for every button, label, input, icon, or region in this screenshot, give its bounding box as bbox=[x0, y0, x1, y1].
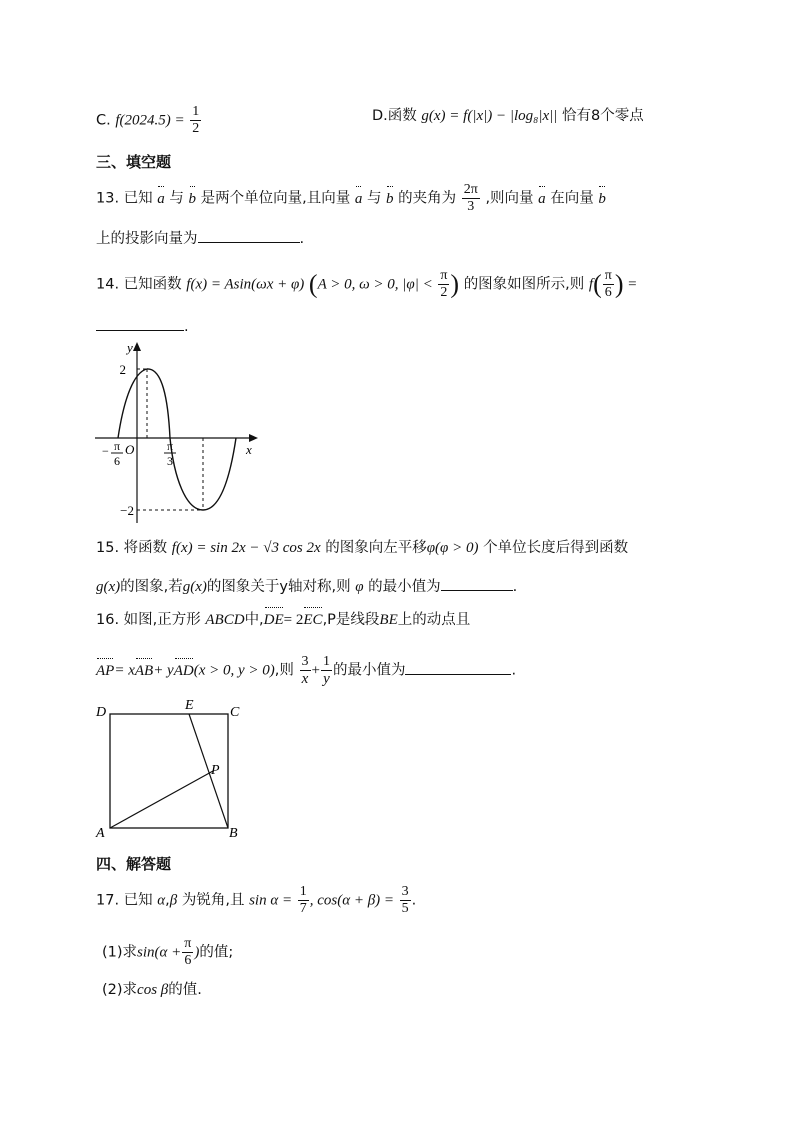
vector-a: a bbox=[354, 190, 363, 207]
q14-text: 的图象如图所示,则 bbox=[463, 276, 585, 293]
q15-phi: φ bbox=[355, 579, 364, 595]
vector-AP: AP bbox=[96, 662, 115, 679]
x-axis-label: x bbox=[246, 442, 252, 457]
q16-eq: = x bbox=[114, 662, 135, 679]
label-d: D bbox=[96, 705, 107, 720]
q13-text: 在向量 bbox=[550, 190, 594, 207]
q16-square: ABCD bbox=[205, 612, 245, 628]
q17-sin: sin α = bbox=[249, 892, 293, 909]
option-c-expr: f(2024.5) = bbox=[115, 112, 185, 129]
answer-blank bbox=[198, 228, 300, 243]
q13-text: 已知 bbox=[123, 190, 153, 207]
question-15 bbox=[96, 538, 628, 558]
vector-DE: DE bbox=[263, 612, 284, 628]
fraction-3-over-x: $\frac{3}{x}$ bbox=[301, 654, 309, 687]
q15-g: g(x) bbox=[96, 579, 121, 595]
option-d-expr: g(x) = f(|x|) − |log₈|x|| bbox=[421, 108, 558, 124]
q15-text: 的图象,若 bbox=[120, 579, 183, 595]
angle-fraction: $\frac{2\pi}{3}$ bbox=[463, 182, 478, 214]
question-number: 15. bbox=[96, 540, 120, 556]
part-label: (2)求 bbox=[102, 982, 138, 998]
paren-open: ( bbox=[593, 269, 602, 299]
y-max-label: 2 bbox=[119, 362, 126, 377]
ask-fraction: $\frac{\pi}{6}$ bbox=[604, 268, 612, 300]
part-label: (1)求 bbox=[102, 944, 138, 961]
q17-text: 为锐角,且 bbox=[181, 892, 245, 909]
q17-alpha: α bbox=[157, 892, 166, 909]
cond-fraction: $\frac{\pi}{2}$ bbox=[440, 268, 448, 300]
paren-close: ) bbox=[614, 269, 624, 299]
q16-plus: + bbox=[311, 662, 320, 679]
q17-text: 已知 bbox=[123, 892, 153, 909]
x-neg-den: 6 bbox=[114, 454, 120, 468]
question-16 bbox=[96, 610, 470, 630]
question-14 bbox=[96, 268, 637, 301]
q14-ask: f bbox=[588, 276, 594, 293]
answer-blank bbox=[405, 660, 511, 675]
q13-text: 上的投影向量为 bbox=[96, 231, 198, 247]
q13-text: 与 bbox=[366, 190, 382, 207]
q15-text: 的图象关于y轴对称,则 bbox=[206, 579, 351, 595]
y-axis-label: y bbox=[127, 340, 133, 355]
answer-blank bbox=[441, 576, 513, 591]
label-a: A bbox=[96, 826, 105, 841]
q16-text: ,则 bbox=[274, 662, 294, 679]
label-b: B bbox=[229, 826, 238, 841]
q15-g: g(x) bbox=[182, 579, 207, 595]
question-number: 17. bbox=[96, 892, 120, 909]
segment-be bbox=[189, 714, 228, 828]
question-number: 13. bbox=[96, 190, 120, 207]
q17-end: . bbox=[411, 892, 417, 909]
vector-a: a bbox=[538, 190, 546, 207]
q15-text: 的图象向左平移 bbox=[325, 540, 427, 556]
label-c: C bbox=[230, 705, 240, 720]
part1-fraction: $\frac{\pi}{6}$ bbox=[184, 936, 192, 968]
q13-text: 的夹角为 bbox=[398, 190, 457, 207]
option-c-fraction: $\frac{1}{2}$ bbox=[192, 104, 200, 136]
section-heading-fill-in: 三、填空题 bbox=[96, 153, 172, 171]
q14-condition: A > 0, ω > 0, |φ| < bbox=[317, 276, 433, 293]
q14-function: f(x) = Asin(ωx + φ) bbox=[186, 276, 305, 293]
sin-fraction: $\frac{1}{7}$ bbox=[299, 884, 307, 916]
question-14-line2 bbox=[96, 316, 189, 337]
q16-text: 上的动点且 bbox=[397, 612, 471, 628]
q17-part1-close: ) bbox=[194, 944, 200, 961]
q13-text: ,则向量 bbox=[485, 190, 534, 207]
question-17-part2 bbox=[102, 980, 202, 1000]
option-d bbox=[372, 106, 644, 126]
q16-text: ,P是线段 bbox=[322, 612, 380, 628]
square-figure bbox=[92, 696, 252, 842]
q16-text: 如图,正方形 bbox=[123, 612, 201, 628]
q13-text: 是两个单位向量,且向量 bbox=[200, 190, 351, 207]
vector-b: b bbox=[598, 190, 606, 207]
vector-AD: AD bbox=[173, 662, 194, 679]
segment-ap bbox=[110, 771, 213, 828]
vector-EC: EC bbox=[303, 612, 323, 628]
vector-b: b bbox=[386, 190, 394, 207]
q17-part2-expr: cos β bbox=[137, 982, 169, 998]
q14-eq: = bbox=[628, 276, 637, 293]
q15-text: 个单位长度后得到函数 bbox=[483, 540, 629, 556]
paren-close: ) bbox=[450, 269, 460, 299]
sine-curve bbox=[118, 369, 236, 510]
q17-part1-expr: sin(α + bbox=[137, 944, 182, 961]
x-neg-minus: − bbox=[102, 444, 109, 458]
q16-eq: = 2 bbox=[283, 612, 304, 628]
x-pos-num: π bbox=[166, 439, 174, 453]
q16-segment: BE bbox=[379, 612, 398, 628]
answer-blank bbox=[96, 316, 184, 331]
option-c-label: C. bbox=[96, 112, 111, 129]
q17-cos: , cos(α + β) = bbox=[309, 892, 395, 909]
q14-end: . bbox=[184, 319, 189, 335]
option-d-tail: 恰有8个零点 bbox=[562, 108, 644, 124]
fraction-1-over-y: $\frac{1}{y}$ bbox=[322, 654, 330, 687]
q15-phi: φ(φ > 0) bbox=[426, 540, 479, 556]
q15-text: 的最小值为 bbox=[368, 579, 441, 595]
origin-label: O bbox=[125, 442, 135, 457]
q16-text: 的最小值为 bbox=[332, 662, 406, 679]
cos-fraction: $\frac{3}{5}$ bbox=[401, 884, 409, 916]
question-13-line2: 上的投影向量为 . bbox=[96, 228, 304, 249]
vector-AB: AB bbox=[134, 662, 154, 679]
label-e: E bbox=[185, 698, 194, 713]
question-16-line2: AP= xAB+ yAD(x > 0, y > 0),则 $\frac{3}{x}$ + $\frac{1}{y}$ 的最小值为 . bbox=[96, 654, 517, 687]
x-axis-arrow bbox=[249, 434, 258, 442]
option-c bbox=[96, 104, 202, 137]
q15-function: f(x) = sin 2x − √3 cos 2x bbox=[171, 540, 321, 556]
question-number: 14. bbox=[96, 276, 120, 293]
q16-condition: (x > 0, y > 0) bbox=[193, 662, 275, 679]
q17-comma: , bbox=[165, 892, 170, 909]
q14-text: 已知函数 bbox=[123, 276, 182, 293]
vector-b: b bbox=[188, 190, 196, 207]
x-pos-den: 3 bbox=[167, 454, 173, 468]
x-neg-num: π bbox=[113, 439, 121, 453]
question-17 bbox=[96, 884, 416, 917]
q17-part1-tail: 的值; bbox=[199, 944, 234, 961]
q13-text: 与 bbox=[169, 190, 184, 207]
paren-open: ( bbox=[308, 269, 318, 299]
q17-beta: β bbox=[169, 892, 178, 909]
y-axis-arrow bbox=[133, 342, 141, 351]
q15-text: 将函数 bbox=[123, 540, 168, 556]
question-15-line2: g(x)的图象,若g(x)的图象关于y轴对称,则 φ 的最小值为 . bbox=[96, 576, 517, 597]
section-heading-solutions: 四、解答题 bbox=[96, 855, 172, 873]
question-17-part1 bbox=[102, 936, 233, 969]
y-min-label: −2 bbox=[120, 503, 134, 518]
q17-part2-tail: 的值. bbox=[168, 982, 202, 998]
q16-eq: + y bbox=[153, 662, 174, 679]
option-d-label: D.函数 bbox=[372, 108, 417, 124]
question-number: 16. bbox=[96, 612, 120, 628]
q16-text: 中, bbox=[244, 612, 264, 628]
vector-a: a bbox=[157, 190, 165, 207]
sine-graph bbox=[90, 338, 265, 528]
question-13 bbox=[96, 182, 606, 215]
label-p: P bbox=[211, 763, 220, 778]
